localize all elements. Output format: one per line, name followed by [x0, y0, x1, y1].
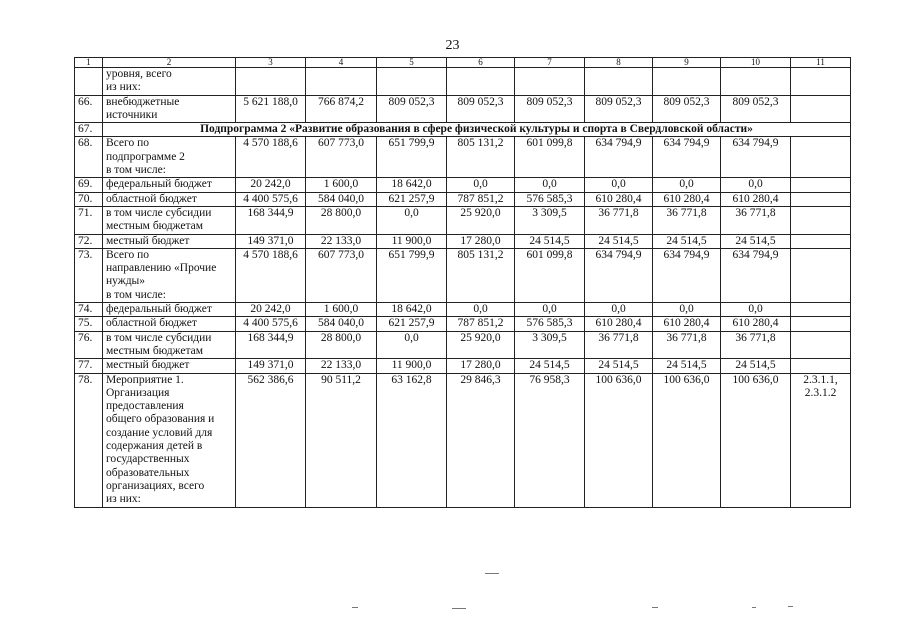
value-cell: 24 514,5 [585, 234, 653, 248]
target-cell [791, 95, 851, 123]
target-cell: 2.3.1.1, 2.3.1.2 [791, 373, 851, 507]
value-cell: 25 920,0 [447, 331, 515, 359]
value-cell: 634 794,9 [653, 248, 721, 302]
value-cell: 621 257,9 [377, 192, 447, 206]
row-name: областной бюджет [103, 192, 236, 206]
value-cell: 0,0 [653, 178, 721, 192]
row-number: 68. [75, 137, 103, 178]
value-cell: 601 099,8 [515, 248, 585, 302]
row-number: 77. [75, 359, 103, 373]
row-name: уровня, всего из них: [103, 68, 236, 96]
value-cell: 651 799,9 [377, 248, 447, 302]
value-cell: 11 900,0 [377, 359, 447, 373]
value-cell: 651 799,9 [377, 137, 447, 178]
value-cell: 601 099,8 [515, 137, 585, 178]
value-cell: 149 371,0 [236, 234, 306, 248]
value-cell: 28 800,0 [306, 331, 377, 359]
target-cell [791, 317, 851, 331]
table-row [75, 137, 851, 178]
value-cell: 584 040,0 [306, 317, 377, 331]
table-row [75, 234, 851, 248]
value-cell: 100 636,0 [653, 373, 721, 507]
row-name: в том числе субсидии местным бюджетам [103, 331, 236, 359]
target-cell [791, 359, 851, 373]
value-cell: 610 280,4 [653, 192, 721, 206]
value-cell: 610 280,4 [653, 317, 721, 331]
value-cell: 100 636,0 [585, 373, 653, 507]
column-header: 5 [377, 58, 447, 68]
value-cell: 24 514,5 [515, 359, 585, 373]
value-cell: 22 133,0 [306, 359, 377, 373]
table-row [75, 178, 851, 192]
value-cell: 22 133,0 [306, 234, 377, 248]
value-cell: 168 344,9 [236, 206, 306, 234]
value-cell: 18 642,0 [377, 303, 447, 317]
value-cell: 24 514,5 [653, 234, 721, 248]
row-number [75, 68, 103, 96]
value-cell [377, 68, 447, 96]
value-cell: 20 242,0 [236, 178, 306, 192]
row-number: 66. [75, 95, 103, 123]
value-cell: 1 600,0 [306, 178, 377, 192]
row-number: 78. [75, 373, 103, 507]
table-row [75, 95, 851, 123]
column-header: 3 [236, 58, 306, 68]
value-cell: 28 800,0 [306, 206, 377, 234]
value-cell: 11 900,0 [377, 234, 447, 248]
value-cell: 610 280,4 [585, 192, 653, 206]
value-cell [721, 68, 791, 96]
value-cell: 584 040,0 [306, 192, 377, 206]
value-cell: 634 794,9 [653, 137, 721, 178]
column-header: 8 [585, 58, 653, 68]
value-cell: 809 052,3 [515, 95, 585, 123]
value-cell: 149 371,0 [236, 359, 306, 373]
target-cell [791, 303, 851, 317]
row-number: 75. [75, 317, 103, 331]
value-cell: 24 514,5 [721, 359, 791, 373]
target-cell [791, 331, 851, 359]
row-number: 70. [75, 192, 103, 206]
value-cell [306, 68, 377, 96]
value-cell: 787 851,2 [447, 317, 515, 331]
value-cell: 29 846,3 [447, 373, 515, 507]
value-cell: 4 400 575,6 [236, 192, 306, 206]
value-cell: 766 874,2 [306, 95, 377, 123]
row-name: федеральный бюджет [103, 178, 236, 192]
value-cell: 36 771,8 [585, 331, 653, 359]
row-number: 71. [75, 206, 103, 234]
value-cell: 4 400 575,6 [236, 317, 306, 331]
value-cell: 100 636,0 [721, 373, 791, 507]
row-number: 69. [75, 178, 103, 192]
value-cell: 63 162,8 [377, 373, 447, 507]
row-name: областной бюджет [103, 317, 236, 331]
table-row [75, 359, 851, 373]
row-number: 67. [75, 123, 103, 137]
value-cell: 809 052,3 [585, 95, 653, 123]
value-cell: 76 958,3 [515, 373, 585, 507]
column-header: 9 [653, 58, 721, 68]
value-cell: 634 794,9 [721, 137, 791, 178]
value-cell: 621 257,9 [377, 317, 447, 331]
value-cell: 0,0 [721, 303, 791, 317]
value-cell: 0,0 [721, 178, 791, 192]
value-cell: 0,0 [447, 303, 515, 317]
value-cell: 0,0 [585, 178, 653, 192]
value-cell: 24 514,5 [721, 234, 791, 248]
target-cell [791, 234, 851, 248]
page-number: 23 [445, 38, 460, 53]
value-cell: 24 514,5 [653, 359, 721, 373]
value-cell: 90 511,2 [306, 373, 377, 507]
value-cell: 0,0 [377, 331, 447, 359]
table-row [75, 373, 851, 507]
row-number: 74. [75, 303, 103, 317]
table-row [75, 68, 851, 96]
value-cell: 36 771,8 [653, 206, 721, 234]
value-cell: 0,0 [515, 178, 585, 192]
value-cell [515, 68, 585, 96]
value-cell: 576 585,3 [515, 192, 585, 206]
value-cell: 1 600,0 [306, 303, 377, 317]
table-row [75, 303, 851, 317]
row-number: 76. [75, 331, 103, 359]
value-cell: 0,0 [585, 303, 653, 317]
value-cell: 36 771,8 [653, 331, 721, 359]
value-cell: 5 621 188,0 [236, 95, 306, 123]
value-cell: 24 514,5 [515, 234, 585, 248]
value-cell: 607 773,0 [306, 137, 377, 178]
value-cell: 634 794,9 [585, 248, 653, 302]
value-cell: 809 052,3 [447, 95, 515, 123]
value-cell: 809 052,3 [653, 95, 721, 123]
target-cell [791, 178, 851, 192]
value-cell: 607 773,0 [306, 248, 377, 302]
subprogram-title: Подпрограмма 2 «Развитие образования в сфере физической культуры и спорта в Свердловской области» [103, 123, 851, 137]
value-cell [585, 68, 653, 96]
target-cell [791, 68, 851, 96]
value-cell: 805 131,2 [447, 248, 515, 302]
row-name: в том числе субсидии местным бюджетам [103, 206, 236, 234]
row-name: Всего по подпрограмме 2 в том числе: [103, 137, 236, 178]
value-cell: 4 570 188,6 [236, 248, 306, 302]
table-row [75, 248, 851, 302]
table-row [75, 192, 851, 206]
value-cell: 787 851,2 [447, 192, 515, 206]
column-header: 4 [306, 58, 377, 68]
value-cell: 24 514,5 [585, 359, 653, 373]
table-row [75, 206, 851, 234]
value-cell [653, 68, 721, 96]
value-cell: 36 771,8 [721, 331, 791, 359]
value-cell: 634 794,9 [721, 248, 791, 302]
value-cell: 610 280,4 [721, 317, 791, 331]
value-cell: 610 280,4 [585, 317, 653, 331]
budget-table [74, 57, 851, 508]
value-cell [447, 68, 515, 96]
value-cell: 4 570 188,6 [236, 137, 306, 178]
value-cell: 17 280,0 [447, 234, 515, 248]
value-cell: 36 771,8 [585, 206, 653, 234]
value-cell: 18 642,0 [377, 178, 447, 192]
row-name: местный бюджет [103, 234, 236, 248]
column-header: 1 [75, 58, 103, 68]
value-cell: 0,0 [377, 206, 447, 234]
value-cell: 20 242,0 [236, 303, 306, 317]
row-number: 72. [75, 234, 103, 248]
value-cell: 25 920,0 [447, 206, 515, 234]
target-cell [791, 248, 851, 302]
table-header-row [75, 58, 851, 68]
value-cell: 17 280,0 [447, 359, 515, 373]
target-cell [791, 137, 851, 178]
table-row [75, 123, 851, 137]
row-name: внебюджетные источники [103, 95, 236, 123]
row-number: 73. [75, 248, 103, 302]
table-body [75, 58, 851, 508]
value-cell: 0,0 [653, 303, 721, 317]
value-cell: 610 280,4 [721, 192, 791, 206]
value-cell: 0,0 [447, 178, 515, 192]
row-name: местный бюджет [103, 359, 236, 373]
row-name: Всего по направлению «Прочие нужды» в том числе: [103, 248, 236, 302]
value-cell: 634 794,9 [585, 137, 653, 178]
value-cell: 809 052,3 [377, 95, 447, 123]
value-cell: 168 344,9 [236, 331, 306, 359]
table-row [75, 331, 851, 359]
value-cell: 576 585,3 [515, 317, 585, 331]
column-header: 10 [721, 58, 791, 68]
value-cell: 805 131,2 [447, 137, 515, 178]
value-cell: 3 309,5 [515, 331, 585, 359]
column-header: 11 [791, 58, 851, 68]
value-cell: 562 386,6 [236, 373, 306, 507]
value-cell: 3 309,5 [515, 206, 585, 234]
row-name: Мероприятие 1. Организация предоставления общего образования и создание условий для содержания детей в государственных образовательных организациях, всего из них: [103, 373, 236, 507]
target-cell [791, 192, 851, 206]
value-cell: 0,0 [515, 303, 585, 317]
value-cell: 809 052,3 [721, 95, 791, 123]
value-cell [236, 68, 306, 96]
target-cell [791, 206, 851, 234]
column-header: 2 [103, 58, 236, 68]
value-cell: 36 771,8 [721, 206, 791, 234]
column-header: 7 [515, 58, 585, 68]
column-header: 6 [447, 58, 515, 68]
table-row [75, 317, 851, 331]
row-name: федеральный бюджет [103, 303, 236, 317]
